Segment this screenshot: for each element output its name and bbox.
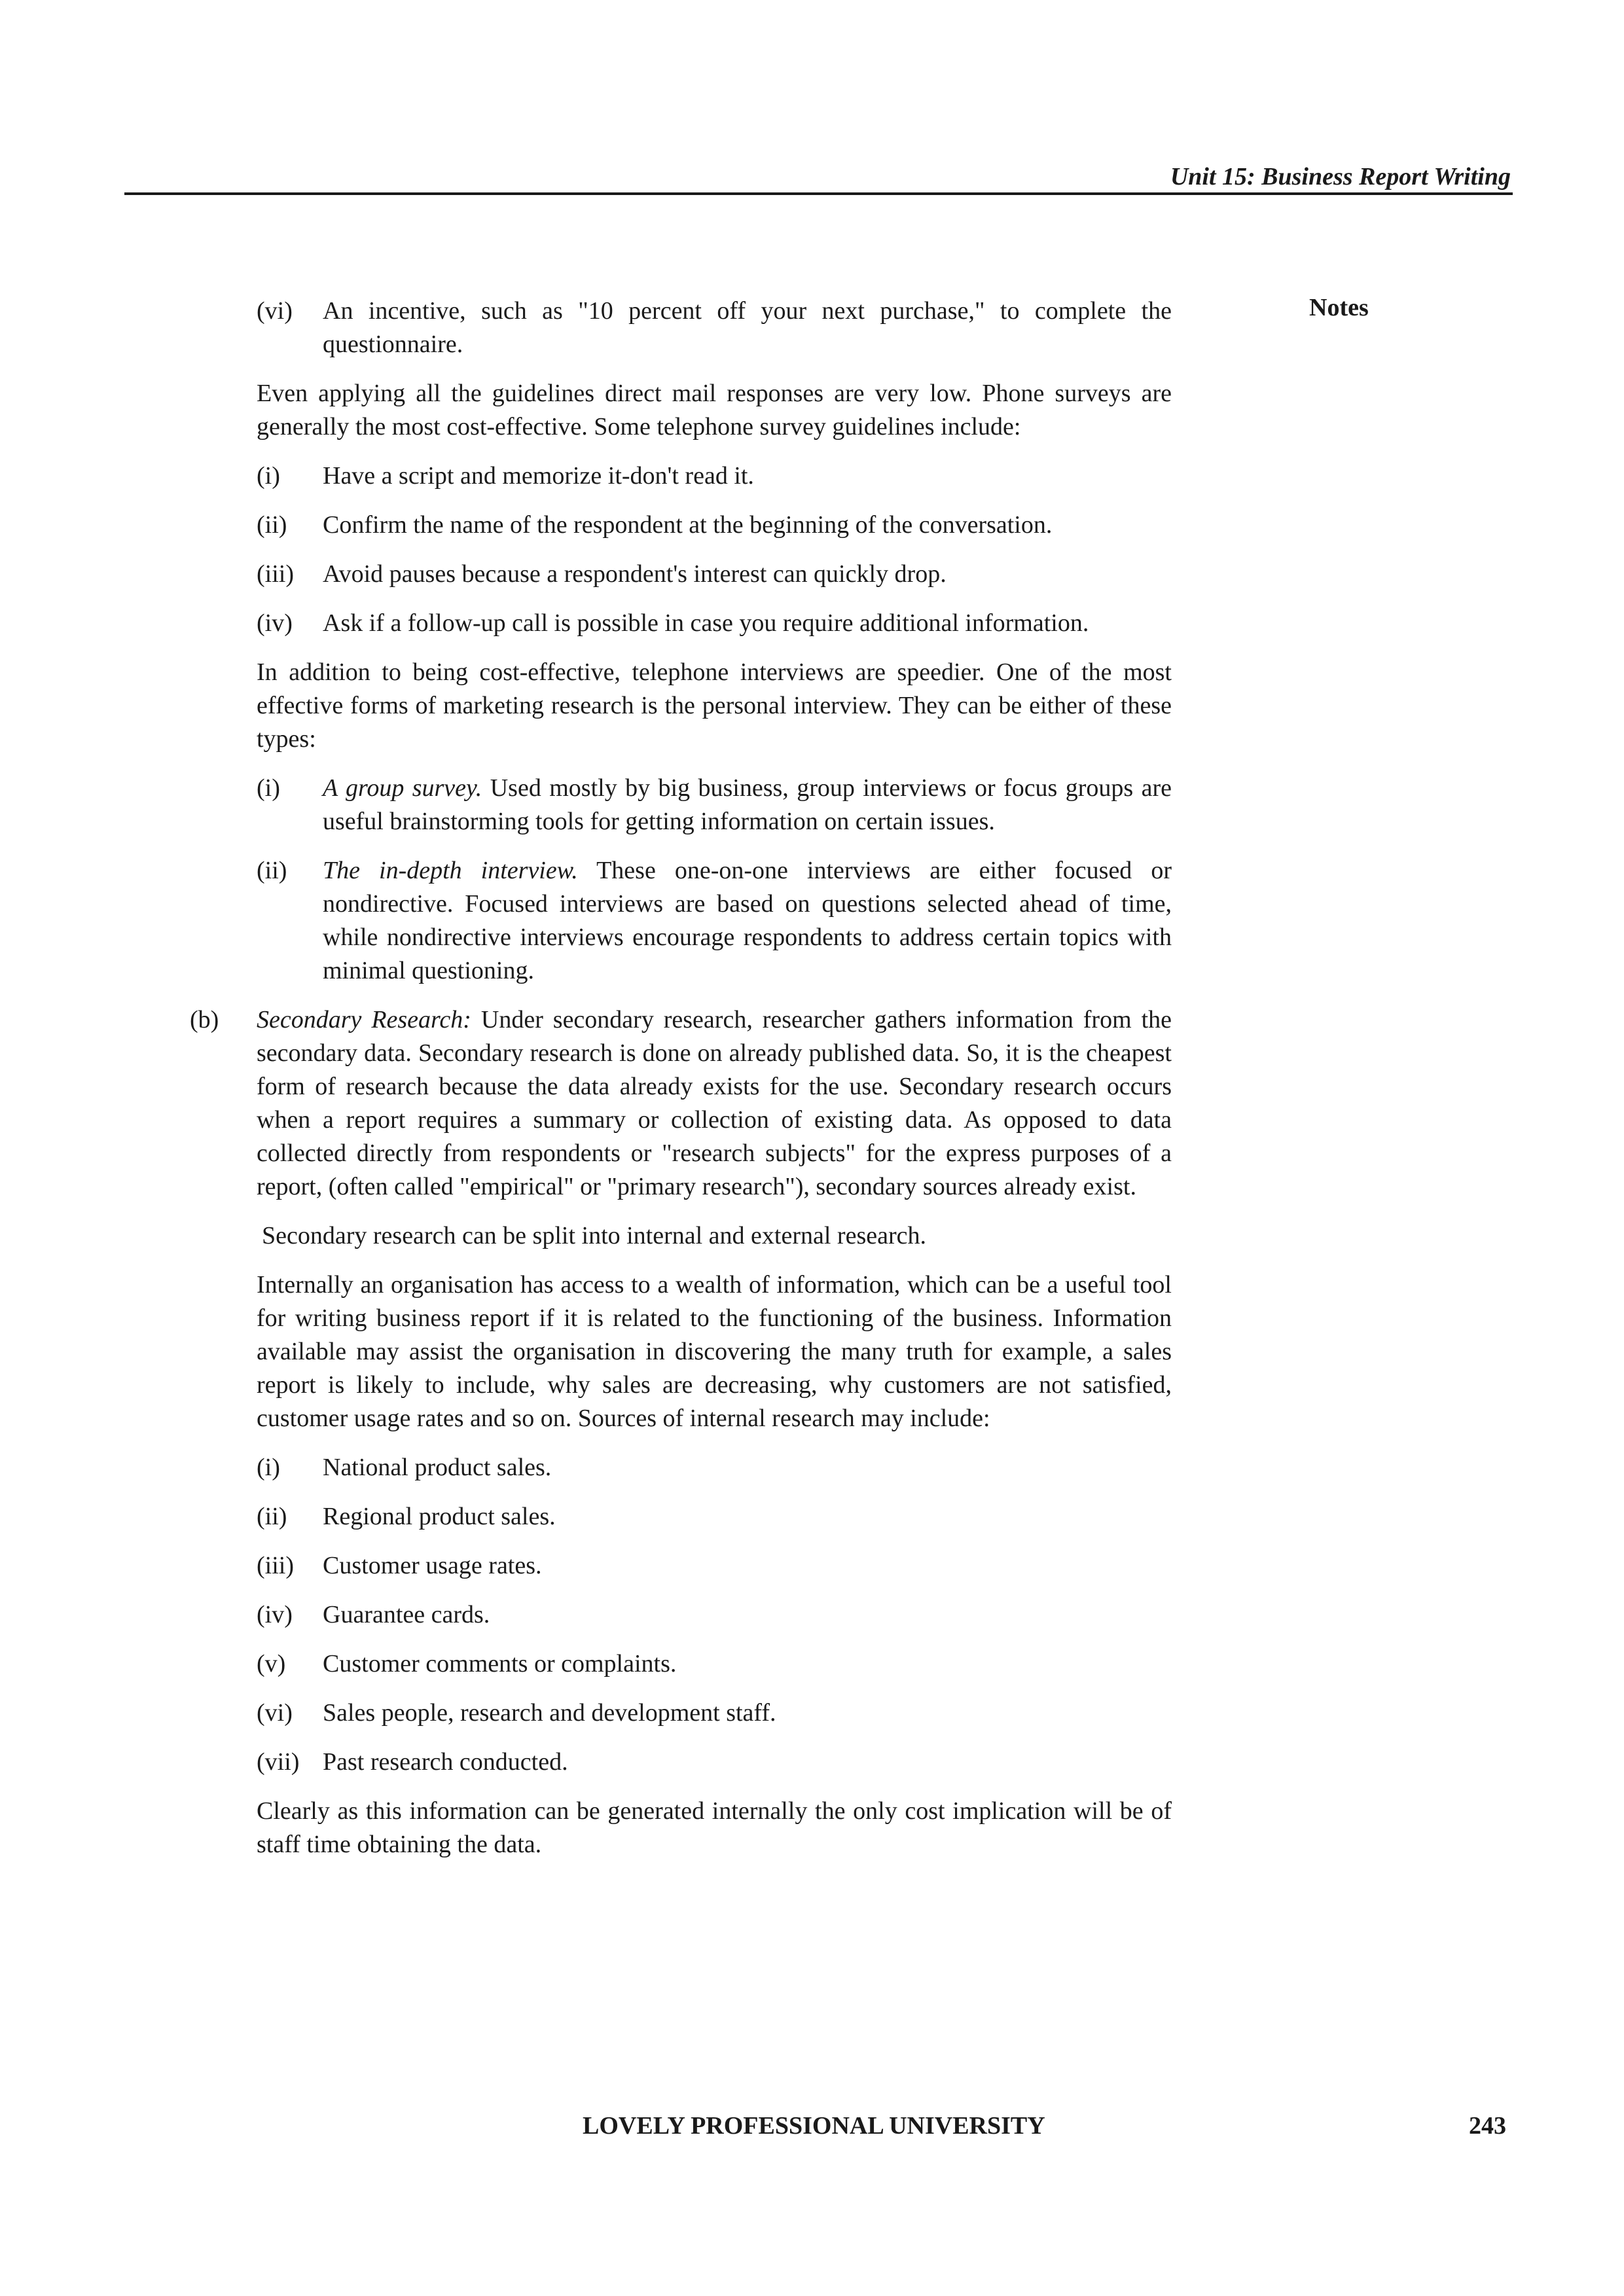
list-item-number: (ii) [257, 1503, 287, 1530]
list-item [257, 295, 1172, 361]
list-item [257, 1451, 1172, 1484]
list-item-text: Guarantee cards. [323, 1601, 490, 1628]
list-item-text: National product sales. [323, 1454, 552, 1481]
list-item-number: (iii) [257, 1552, 294, 1579]
list-item-number: (v) [257, 1650, 286, 1677]
list-item-number: (iii) [257, 560, 294, 588]
list-item-number: (i) [257, 462, 280, 490]
paragraph: In addition to being cost-effective, telephone interviews are speedier. One of the most effective forms of marketing research is the personal interview. They can be either of these types: [257, 658, 1172, 753]
paragraph: Secondary research can be split into internal and external research. [262, 1222, 926, 1249]
list-item-text: Avoid pauses because a respondent's interest can quickly drop. [323, 560, 947, 588]
list-item-title: A group survey. [323, 774, 482, 802]
list-item-number: (i) [257, 1454, 280, 1481]
header-rule [124, 192, 1513, 195]
list-item [257, 1647, 1172, 1681]
page-body [190, 295, 1172, 1877]
list-item-number: (iv) [257, 609, 293, 637]
list-item-text: Past research conducted. [323, 1748, 568, 1776]
list-item-text: Ask if a follow-up call is possible in case you require additional information. [323, 609, 1089, 637]
list-item-text: Regional product sales. [323, 1503, 556, 1530]
paragraph: Internally an organisation has access to a wealth of information, which can be a useful tool for writing business report if it is related to the functioning of the business. Information available may assist the organisation in discovering the many truth for example, a sales report is likely to include, why sales are decreasing, why customers are not satisfied, customer usage rates and so on. Sources of internal research may include: [257, 1271, 1172, 1432]
list-item-number: (vi) [257, 1699, 293, 1727]
list-item-text: These one-on-one interviews are either focused or nondirective. Focused interviews are based on questions selected ahead of time, while nondirective interviews encourage respondents to address certain topics with minimal questioning. [323, 857, 1172, 984]
list-item-number: (vii) [257, 1748, 300, 1776]
list-item [257, 558, 1172, 591]
margin-notes-label: Notes [1309, 294, 1369, 321]
list-item [257, 1598, 1172, 1632]
paragraph: Even applying all the guidelines direct mail responses are very low. Phone surveys are generally the most cost-effective. Some telephone survey guidelines include: [257, 380, 1172, 440]
list-item [257, 1746, 1172, 1779]
list-item-number: (ii) [257, 511, 287, 539]
list-item-text: Have a script and memorize it-don't read it. [323, 462, 754, 490]
list-item-text: Used mostly by big business, group interviews or focus groups are useful brainstorming tools for getting information on certain issues. [323, 774, 1172, 835]
list-item-text: Sales people, research and development staff. [323, 1699, 776, 1727]
section-b-title: Secondary Research: [257, 1006, 471, 1033]
section-b [190, 1003, 1172, 1204]
list-item-text: Confirm the name of the respondent at the beginning of the conversation. [323, 511, 1053, 539]
list-item-number: (iv) [257, 1601, 293, 1628]
list-item-text: Customer comments or complaints. [323, 1650, 677, 1677]
list-item-title: The in-depth interview. [323, 857, 578, 884]
list-item [257, 1500, 1172, 1534]
page-number: 243 [1469, 2112, 1506, 2140]
list-item [257, 509, 1172, 542]
list-item [257, 607, 1172, 640]
running-header-title: Unit 15: Business Report Writing [1170, 163, 1511, 190]
paragraph: Clearly as this information can be generated internally the only cost implication will be of staff time obtaining the data. [257, 1797, 1172, 1858]
list-item-number: (i) [257, 774, 280, 802]
list-item [257, 854, 1172, 988]
list-item-number: (ii) [257, 857, 287, 884]
list-item-text: Customer usage rates. [323, 1552, 542, 1579]
list-item [257, 1696, 1172, 1730]
footer-university: LOVELY PROFESSIONAL UNIVERSITY [583, 2112, 1045, 2140]
list-item [257, 772, 1172, 838]
list-item-number: (vi) [257, 297, 293, 325]
list-item-text: An incentive, such as "10 percent off your next purchase," to complete the questionnaire. [323, 297, 1172, 358]
list-item [257, 459, 1172, 493]
list-item [257, 1549, 1172, 1583]
section-b-number: (b) [190, 1006, 219, 1033]
section-b-text: Under secondary research, researcher gathers information from the secondary data. Secondary research is done on already published data. So, it is the cheapest form of research because the data already exists for the use. Secondary research occurs when a report requires a summary or collection of existing data. As opposed to data collected directly from respondents or "research subjects" for the express purposes of a report, (often called "empirical" or "primary research"), secondary sources already exist. [257, 1006, 1172, 1200]
